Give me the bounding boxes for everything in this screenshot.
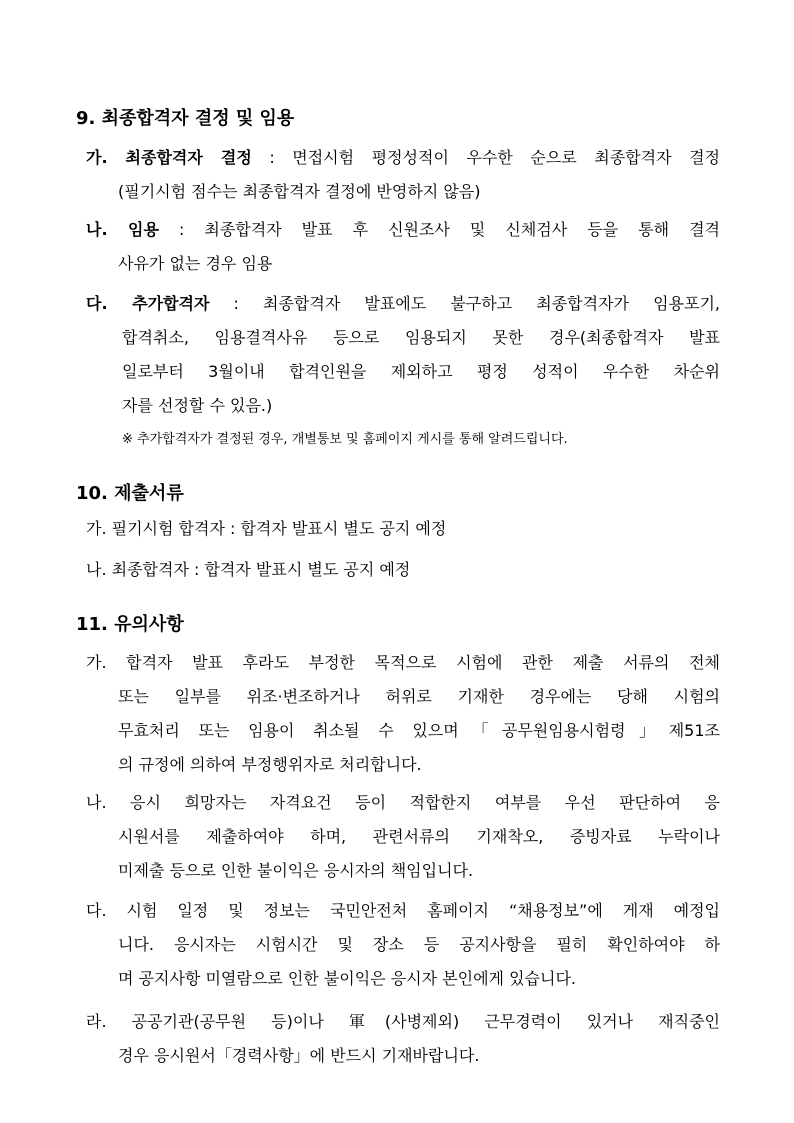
section-10-item-na bbox=[86, 553, 720, 587]
section-9-title: 9. 최종합격자 결정 및 임용 bbox=[76, 108, 295, 129]
section-11-item-na bbox=[86, 786, 720, 888]
section-11-item-na-line3: 미제출 등으로 인한 불이익은 응시자의 책임입니다. bbox=[118, 861, 474, 880]
section-11-title: 11. 유의사항 bbox=[76, 614, 184, 635]
section-9-item-da-line3: 일로부터 3월이내 합격인원을 제외하고 평정 성적이 우수한 차순위 bbox=[122, 362, 720, 381]
section-9-item-na-label: 나. 임용 bbox=[86, 220, 159, 239]
section-9-item-ga-line2: (필기시험 점수는 최종합격자 결정에 반영하지 않음) bbox=[118, 182, 481, 201]
section-9-item-da bbox=[86, 287, 720, 423]
section-9-note: ※ 추가합격자가 결정된 경우, 개별통보 및 홈페이지 게시를 통해 알려드립니다. bbox=[122, 432, 568, 447]
section-10-item-ga-line: 가. 필기시험 합격자 : 합격자 발표시 별도 공지 예정 bbox=[86, 519, 447, 538]
section-11-item-ra bbox=[86, 1005, 720, 1073]
section-11-item-ga-line4: 의 규정에 의하여 부정행위자로 처리합니다. bbox=[118, 755, 422, 774]
section-11-item-ga-line1: 가. 합격자 발표 후라도 부정한 목적으로 시험에 관한 제출 서류의 전체 bbox=[86, 653, 720, 672]
section-11-item-ga bbox=[86, 646, 720, 782]
section-11-item-na-line2: 시원서를 제출하여야 하며, 관련서류의 기재착오, 증빙자료 누락이나 bbox=[118, 827, 720, 846]
section-11-item-ra-line2: 경우 응시원서「경력사항」에 반드시 기재바랍니다. bbox=[118, 1046, 480, 1065]
section-9-item-na-text1: : 최종합격자 발표 후 신원조사 및 신체검사 등을 통해 결격 bbox=[158, 220, 720, 239]
section-9-item-ga-text1: : 면접시험 평정성적이 우수한 순으로 최종합격자 결정 bbox=[251, 148, 720, 167]
section-11-item-ga-line2: 또는 일부를 위조·변조하거나 허위로 기재한 경우에는 당해 시험의 bbox=[118, 687, 720, 706]
section-11-item-da bbox=[86, 894, 720, 996]
section-9-item-da-text1: : 최종합격자 발표에도 불구하고 최종합격자가 임용포기, bbox=[209, 294, 720, 313]
section-9-item-da-line2: 합격취소, 임용결격사유 등으로 임용되지 못한 경우(최종합격자 발표 bbox=[122, 328, 720, 347]
section-9-item-na-line1 bbox=[86, 213, 720, 247]
section-9-item-ga-label: 가. 최종합격자 결정 bbox=[86, 148, 252, 167]
section-10-item-na-line: 나. 최종합격자 : 합격자 발표시 별도 공지 예정 bbox=[86, 560, 411, 579]
section-11-item-ga-line3: 무효처리 또는 임용이 취소될 수 있으며「공무원임용시험령」제51조 bbox=[118, 721, 720, 740]
section-11-item-ra-line1: 라. 공공기관(공무원 등)이나 軍(사병제외) 근무경력이 있거나 재직중인 bbox=[86, 1012, 720, 1031]
section-11-item-na-line1: 나. 응시 희망자는 자격요건 등이 적합한지 여부를 우선 판단하여 응 bbox=[86, 793, 720, 812]
section-9-item-ga bbox=[86, 141, 720, 209]
section-9-item-na-line2: 사유가 없는 경우 임용 bbox=[118, 254, 273, 273]
section-9-item-da-line1 bbox=[86, 287, 720, 321]
section-9-item-ga-line1 bbox=[86, 141, 720, 175]
section-9-item-da-label: 다. 추가합격자 bbox=[86, 294, 210, 313]
section-10-title: 10. 제출서류 bbox=[76, 483, 184, 504]
section-9-item-na bbox=[86, 213, 720, 281]
section-11-item-da-line1: 다. 시험 일정 및 정보는 국민안전처 홈페이지 “채용정보”에 게재 예정입 bbox=[86, 901, 720, 920]
section-10-item-ga bbox=[86, 512, 720, 546]
section-11-item-da-line3: 며 공지사항 미열람으로 인한 불이익은 응시자 본인에게 있습니다. bbox=[118, 969, 577, 988]
section-11-item-da-line2: 니다. 응시자는 시험시간 및 장소 등 공지사항을 필히 확인하여야 하 bbox=[118, 935, 720, 954]
section-9-item-da-line4: 자를 선정할 수 있음.) bbox=[122, 396, 273, 415]
